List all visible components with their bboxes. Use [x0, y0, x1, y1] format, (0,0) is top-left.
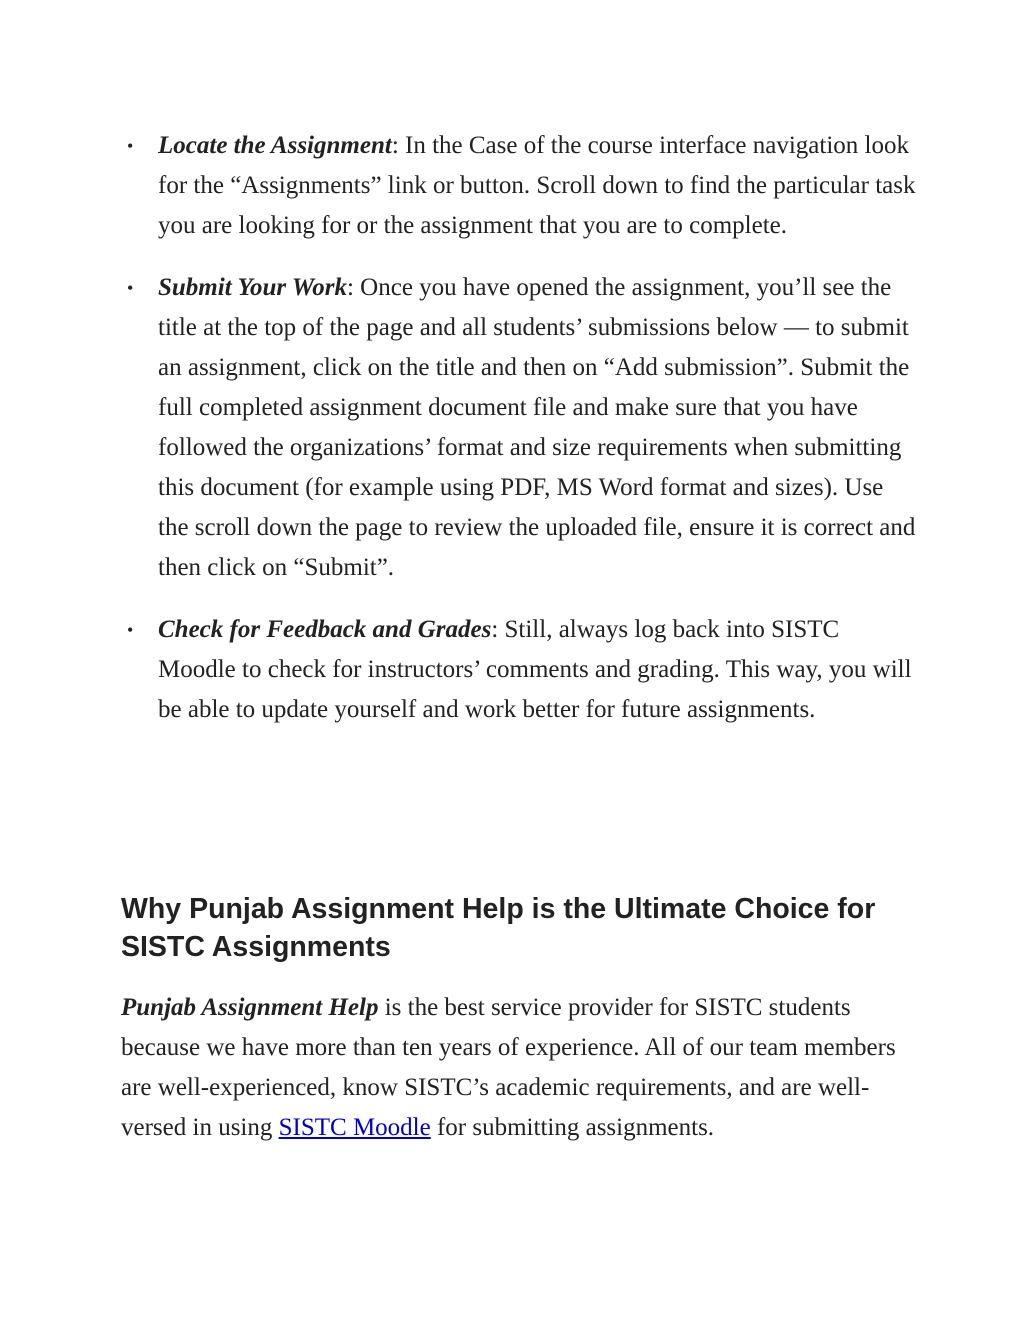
step-text: : Once you have opened the assignment, you’ll see the title at the top of the page and all students’ submissions below — to submit an assignment, click on the title and then on “Add submission”. Submit the full completed assignment document file and make sure that you have followed the organizations’ format and size requirements when submitting this document (for example using PDF, MS Word format and sizes). Use the scroll down the page to review the uploaded file, ensure it is correct and then click on “Submit”. — [158, 274, 916, 581]
step-term: Check for Feedback and Grades — [158, 616, 492, 643]
section-heading: Why Punjab Assignment Help is the Ultimate Choice for SISTC Assignments — [121, 893, 876, 963]
paragraph-text-before-link: is the best service provider for SISTC students because we have more than ten years of experience. All of our team members are well-experienced, know SISTC’s academic requirements, and are well-versed in using — [121, 994, 896, 1141]
list-item — [158, 610, 918, 730]
step-term: Locate the Assignment — [158, 132, 392, 159]
list-item — [158, 268, 918, 588]
paragraph-text-after-link: for submitting assignments. — [430, 1114, 715, 1141]
sistc-moodle-link[interactable]: SISTC Moodle — [278, 1114, 431, 1141]
step-text: : Still, always log back into SISTC Moodle to check for instructors’ comments and grading. This way, you will be able to update yourself and work better for future assignments. — [158, 616, 912, 723]
steps-list — [158, 126, 918, 752]
paragraph-lead: Punjab Assignment Help — [121, 994, 379, 1021]
section-paragraph — [121, 988, 921, 1148]
step-term: Submit Your Work — [158, 274, 347, 301]
list-item — [158, 126, 918, 246]
step-text: : In the Case of the course interface navigation look for the “Assignments” link or button. Scroll down to find the particular task you are looking for or the assignment that you are to complete. — [158, 132, 916, 239]
